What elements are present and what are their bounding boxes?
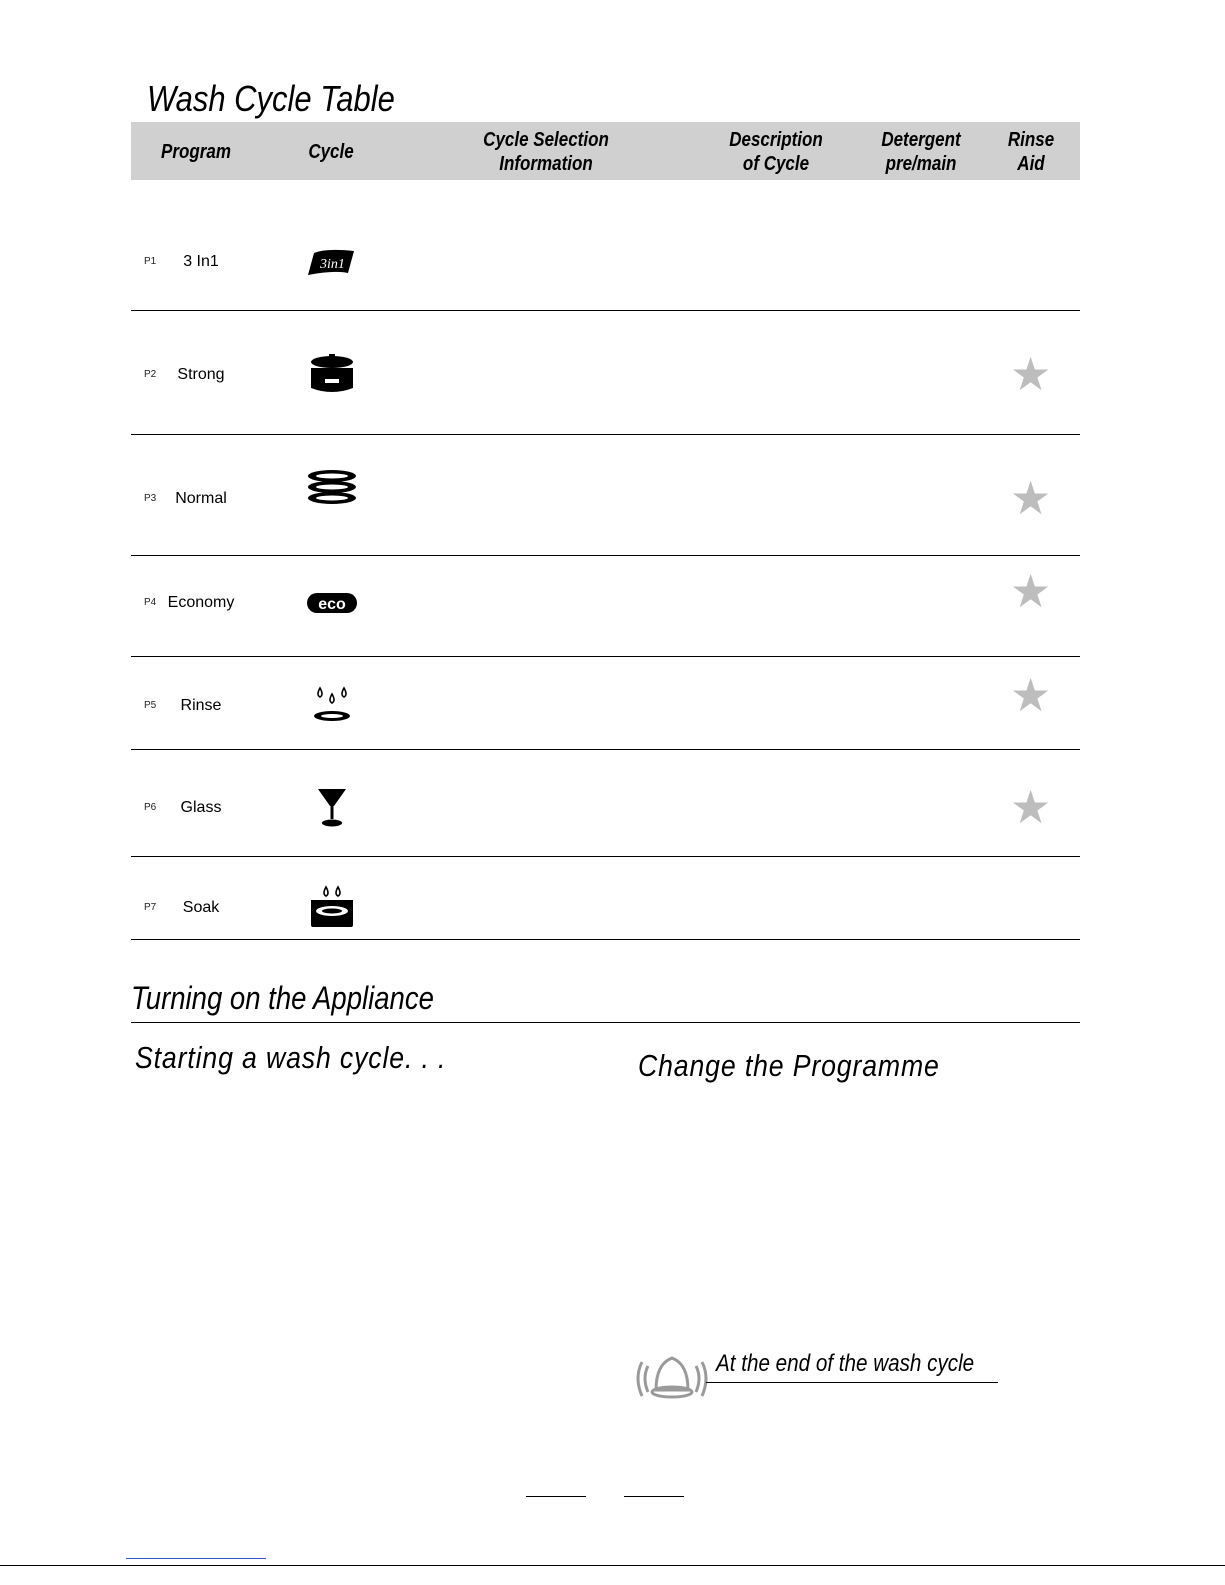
rinse-aid-star-icon: ★: [1010, 348, 1052, 400]
footer-rule-left: [526, 1496, 586, 1497]
header-rinse-aid: Rinse Aid: [1007, 129, 1055, 175]
svg-text:3in1: 3in1: [320, 257, 345, 272]
eco-icon: [306, 590, 358, 616]
section-title: Turning on the Appliance: [131, 980, 434, 1016]
program-code: P1: [144, 256, 157, 267]
table-header: [131, 122, 1080, 180]
rinse-aid-star-icon: ★: [1010, 781, 1052, 833]
starting-wash-cycle-heading: Starting a wash cycle. . .: [135, 1040, 447, 1075]
program-code: P4: [144, 597, 157, 608]
rinse-aid-star-icon: ★: [1010, 565, 1052, 617]
program-name: Soak: [182, 899, 220, 916]
program-name: Strong: [177, 366, 225, 383]
end-label-underline: [706, 1382, 998, 1383]
header-cycle-selection-info: Cycle Selection Information: [483, 129, 609, 175]
program-code: P5: [144, 700, 157, 711]
bottom-rule: [0, 1565, 1225, 1566]
section-divider: [131, 1022, 1080, 1023]
program-name: Economy: [167, 594, 235, 611]
svg-text:eco: eco: [318, 596, 346, 613]
bell-icon: [632, 1350, 712, 1404]
header-description: Description of Cycle: [729, 129, 823, 175]
program-name: 3 In1: [183, 253, 219, 270]
program-name: Normal: [175, 490, 227, 507]
program-name: Glass: [180, 799, 222, 816]
rinse-aid-star-icon: ★: [1010, 669, 1052, 721]
header-program: Program: [161, 141, 231, 163]
rinse-aid-star-icon: ★: [1010, 472, 1052, 524]
page-title: Wash Cycle Table: [147, 78, 395, 119]
program-code: P7: [144, 902, 157, 913]
end-of-wash-cycle-heading: At the end of the wash cycle: [716, 1350, 975, 1377]
header-cycle: Cycle: [308, 141, 354, 163]
program-code: P3: [144, 493, 157, 504]
change-programme-heading: Change the Programme: [638, 1048, 940, 1083]
bottom-link-underline: [126, 1558, 266, 1559]
3in1-tablet-icon: [306, 243, 358, 283]
program-code: P2: [144, 369, 157, 380]
pot-icon: [306, 352, 358, 396]
rinse-drops-icon: [306, 684, 358, 724]
wine-glass-icon: [306, 786, 358, 828]
footer-rule-right: [624, 1496, 684, 1497]
program-name: Rinse: [180, 697, 222, 714]
program-code: P6: [144, 802, 157, 813]
soak-basin-icon: [306, 884, 358, 930]
header-detergent: Detergent pre/main: [881, 129, 961, 175]
stacked-plates-icon: [306, 468, 358, 508]
